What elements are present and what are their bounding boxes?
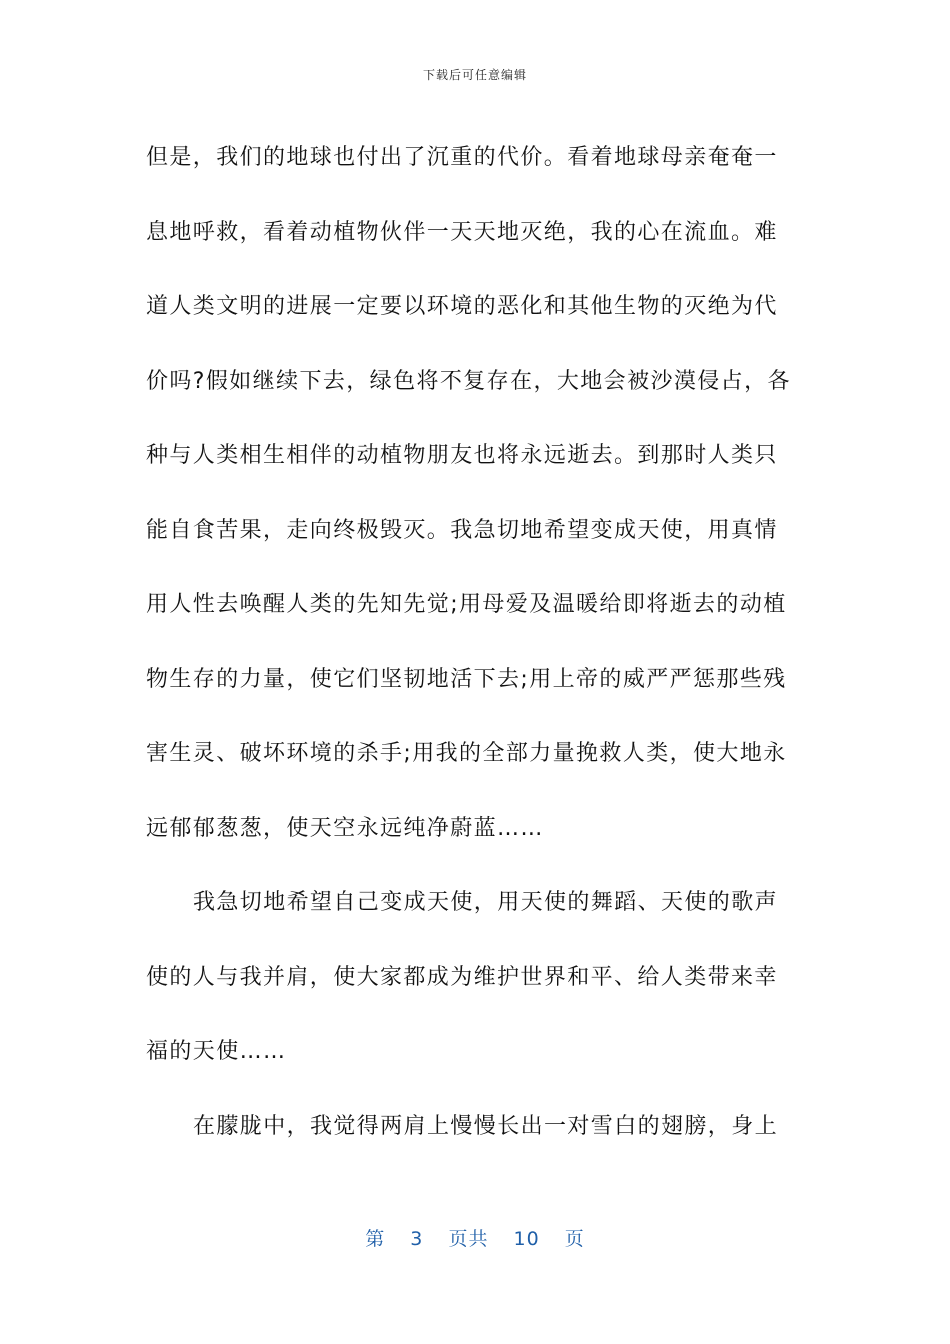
- document-body: [146, 121, 816, 1164]
- text-line: 息地呼救，看着动植物伙伴一天天地灭绝，我的心在流血。难: [146, 219, 778, 245]
- text-line: 害生灵、破坏环境的杀手;用我的全部力量挽救人类，使大地永: [146, 741, 787, 766]
- paragraph-2: [146, 866, 816, 1090]
- text-line: 远郁郁葱葱，使天空永远纯净蔚蓝……: [146, 815, 544, 841]
- text-line: 能自食苦果，走向终极毁灭。我急切地希望变成天使，用真情: [146, 517, 778, 543]
- current-page-number: 3: [410, 1228, 424, 1250]
- text-line: 价吗?假如继续下去，绿色将不复存在，大地会被沙漠侵占，各: [146, 368, 791, 394]
- text-line: 物生存的力量，使它们坚韧地活下去;用上帝的威严严惩那些残: [146, 666, 787, 692]
- footer-prefix: 第: [365, 1228, 386, 1250]
- text-line: 用人性去唤醒人类的先知先觉;用母爱及温暖给即将逝去的动植: [146, 592, 787, 617]
- text-line: 福的天使……: [146, 1039, 287, 1064]
- text-line: 但是，我们的地球也付出了沉重的代价。看着地球母亲奄奄一: [146, 145, 778, 170]
- paragraph-1: [146, 121, 816, 866]
- footer-middle: 页共: [448, 1228, 489, 1250]
- paragraph-3: [146, 1090, 816, 1165]
- text-line: 种与人类相生相伴的动植物朋友也将永远逝去。到那时人类只: [146, 443, 778, 468]
- text-line: 道人类文明的进展一定要以环境的恶化和其他生物的灭绝为代: [146, 294, 778, 319]
- total-page-count: 10: [513, 1228, 540, 1250]
- page-footer: [0, 1224, 950, 1251]
- header-note: 下载后可任意编辑: [422, 68, 527, 82]
- text-line: 我急切地希望自己变成天使，用天使的舞蹈、天使的歌声: [193, 890, 779, 915]
- text-line: 使的人与我并肩，使大家都成为维护世界和平、给人类带来幸: [146, 964, 778, 990]
- text-line: 在朦胧中，我觉得两肩上慢慢长出一对雪白的翅膀，身上: [193, 1113, 779, 1139]
- footer-suffix: 页: [564, 1228, 585, 1250]
